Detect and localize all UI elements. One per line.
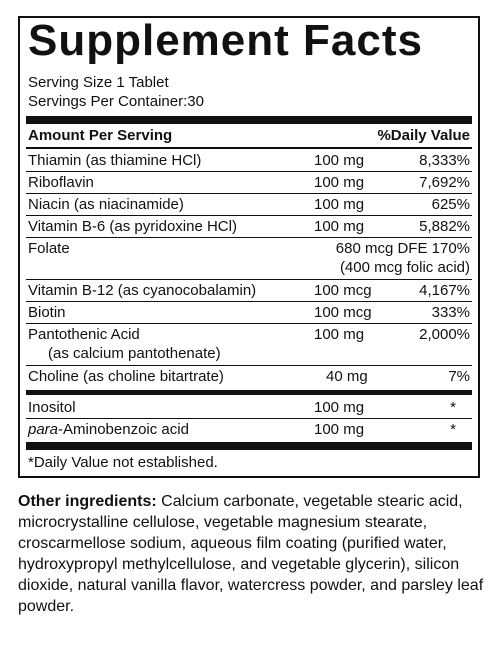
nutrient-name xyxy=(28,421,189,438)
row-divider xyxy=(26,301,472,302)
column-header xyxy=(28,127,470,144)
daily-value-label: %Daily Value xyxy=(377,127,470,144)
nutrient-name: Choline (as choline bitartrate) xyxy=(28,368,224,385)
nutrient-dv: * xyxy=(450,421,456,438)
nutrient-dv: 2,000% xyxy=(419,326,470,343)
nutrient-amount: 100 mg xyxy=(314,421,365,438)
supplement-facts-panel xyxy=(18,16,480,478)
nutrient-name-rest: -Aminobenzoic acid xyxy=(58,421,189,438)
nutrient-name: Pantothenic Acid xyxy=(28,326,140,343)
amount-per-serving-label: Amount Per Serving xyxy=(28,127,173,144)
serving-size: Serving Size 1 Tablet xyxy=(28,74,169,91)
row-divider xyxy=(26,215,472,216)
nutrient-dv: 8,333% xyxy=(419,152,470,169)
nutrient-name: Vitamin B-12 (as cyanocobalamin) xyxy=(28,282,257,299)
row-divider xyxy=(26,237,472,238)
nutrient-amount: 100 mcg xyxy=(314,304,372,321)
nutrient-dv: 625% xyxy=(431,196,470,213)
nutrient-dv: 7% xyxy=(448,368,470,385)
nutrient-row xyxy=(28,326,470,364)
nutrient-amount: 100 mg xyxy=(314,399,365,416)
nutrient-name: Biotin xyxy=(28,304,66,321)
nutrient-name: Thiamin (as thiamine HCl) xyxy=(28,152,202,169)
nutrient-name: Riboflavin xyxy=(28,174,94,191)
other-ingredients xyxy=(18,491,484,617)
row-divider xyxy=(26,193,472,194)
row-divider xyxy=(26,418,472,419)
nutrient-dv: 333% xyxy=(431,304,470,321)
nutrient-amount: 100 mg xyxy=(314,196,365,213)
row-divider xyxy=(26,171,472,172)
other-ingredients-text: Calcium carbonate, vegetable stearic acid, microcrystalline cellulose, vegetable magnesium stearate, croscarmellose sodium, aqueous film coating (purified water, hydroxypropyl methylcellulose, and vegetable glycerin), silicon dioxide, natural vanilla flavor, watercress powder, and parsley leaf powder. xyxy=(18,493,484,615)
nutrient-name-italic: para xyxy=(28,421,59,438)
nutrient-name: Folate xyxy=(28,240,70,257)
nutrient-name: Vitamin B-6 (as pyridoxine HCl) xyxy=(28,218,237,235)
nutrient-amount: 100 mg xyxy=(314,152,365,169)
nutrient-dv: * xyxy=(450,399,456,416)
nutrient-amount: 680 mcg DFE 170% xyxy=(335,240,470,257)
nutrient-dv: 4,167% xyxy=(419,282,470,299)
row-divider xyxy=(26,323,472,324)
row-divider xyxy=(26,279,472,280)
medium-divider xyxy=(26,390,472,395)
row-divider xyxy=(26,365,472,366)
nutrient-amount: 100 mcg xyxy=(314,282,372,299)
nutrient-amount: 100 mg xyxy=(314,326,365,343)
nutrient-sub-amount: (400 mcg folic acid) xyxy=(339,259,470,276)
nutrient-dv: 5,882% xyxy=(419,218,470,235)
thick-divider xyxy=(26,442,472,450)
nutrient-name: Inositol xyxy=(28,399,76,416)
nutrient-sub-name: (as calcium pantothenate) xyxy=(48,345,221,362)
servings-per-container: Servings Per Container:30 xyxy=(28,93,204,110)
thick-divider xyxy=(26,116,472,124)
nutrient-amount: 40 mg xyxy=(326,368,368,385)
daily-value-footnote: *Daily Value not established. xyxy=(28,454,218,471)
header-divider xyxy=(26,147,472,149)
nutrient-dv: 7,692% xyxy=(419,174,470,191)
nutrient-name: Niacin (as niacinamide) xyxy=(28,196,184,213)
nutrient-row xyxy=(28,240,470,278)
nutrient-amount: 100 mg xyxy=(314,174,365,191)
other-ingredients-label: Other ingredients: xyxy=(18,493,157,510)
nutrient-amount: 100 mg xyxy=(314,218,365,235)
panel-title: Supplement Facts xyxy=(28,16,423,65)
